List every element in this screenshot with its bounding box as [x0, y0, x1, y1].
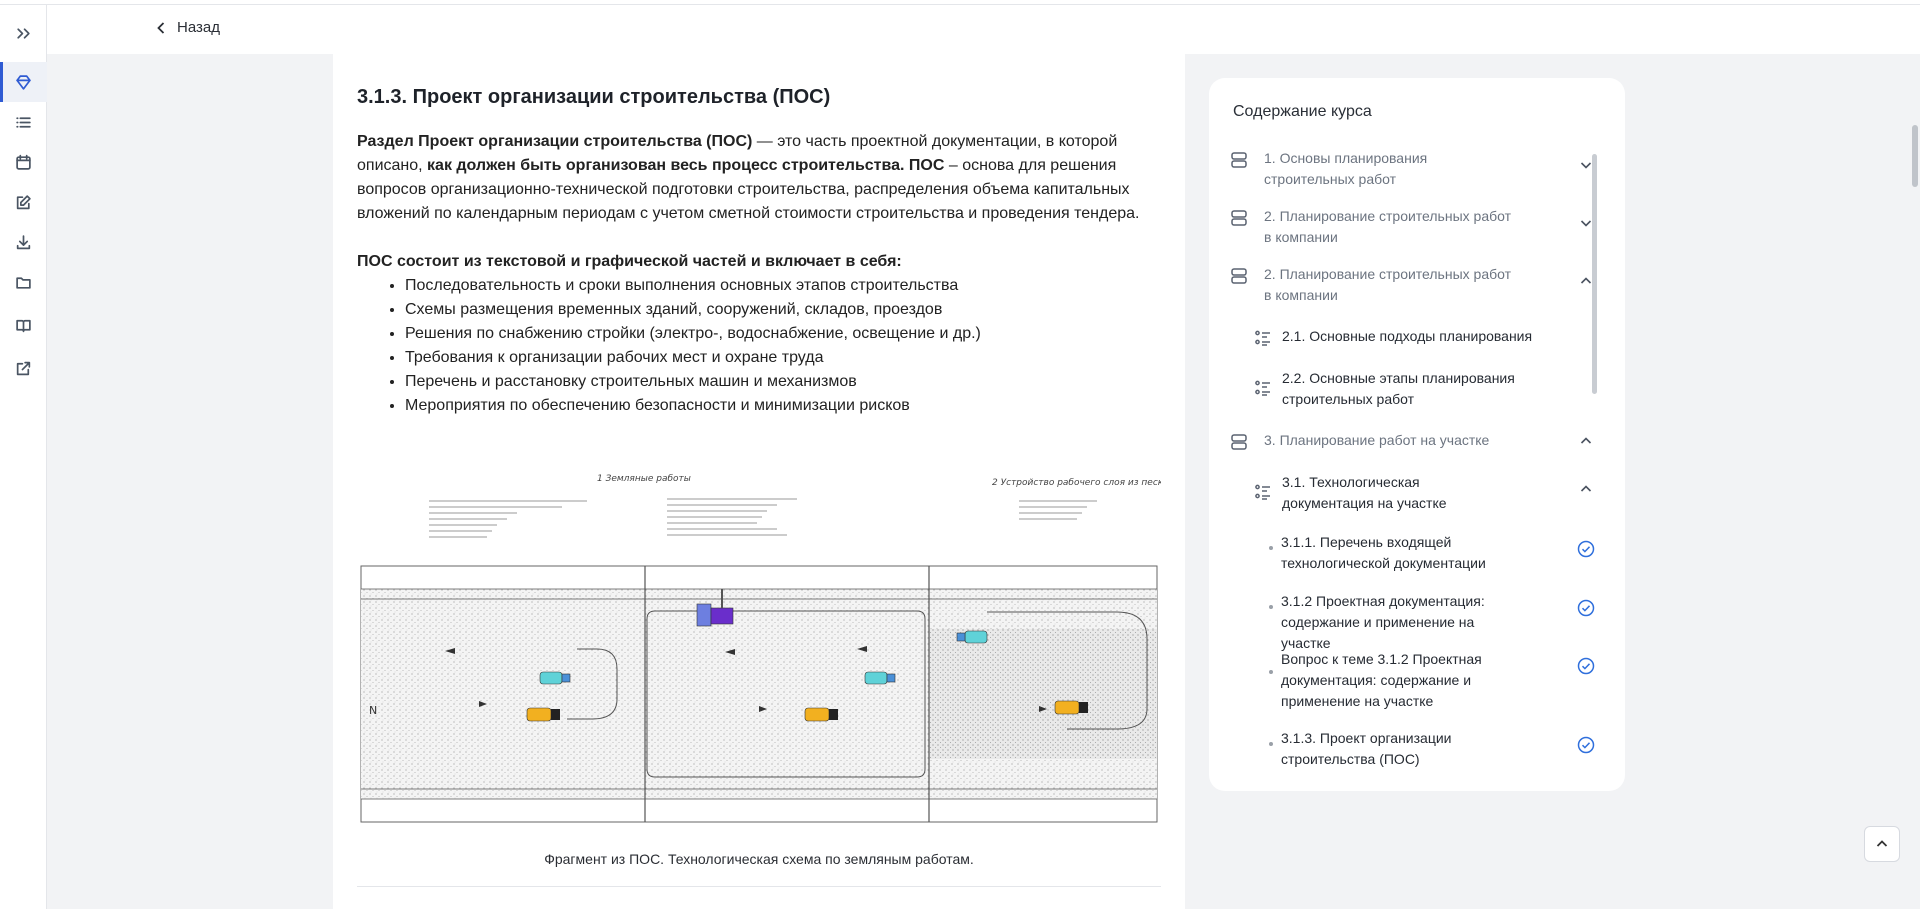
toc-submodule[interactable] [1229, 472, 1597, 514]
course-icon [15, 74, 32, 91]
list-item: • Последовательность и сроки выполнения основных этапов строительства [405, 274, 1161, 298]
dump-truck-cyan [957, 631, 987, 643]
list-item: • Схемы размещения временных зданий, сооружений, складов, проездов [405, 298, 1161, 322]
list-item: • Решения по снабжению стройки (электро-, водоснабжение, освещение и др.) [405, 322, 1161, 346]
sidebar-item-external[interactable] [0, 348, 47, 388]
figure-title-left: 1 Земляные работы [597, 474, 691, 484]
chevron-down-icon[interactable] [1579, 216, 1593, 230]
lessons-list-icon [1253, 328, 1273, 348]
intro-paragraph [357, 130, 1161, 226]
list-item: • Мероприятия по обеспечению безопасности и минимизации рисков [405, 394, 1161, 418]
toc-lesson-current[interactable] [1229, 728, 1597, 770]
toc-submodule-label: 2.2. Основные этапы планирования строительных работ [1282, 370, 1515, 407]
page-title: 3.1.3. Проект организации строительства (ПОС) [357, 86, 831, 108]
lessons-list-icon [1253, 378, 1273, 398]
intro-text-1: — это часть проектной документации, в которой описано, [357, 133, 1118, 174]
divider [357, 886, 1161, 887]
toc-lesson-label: Вопрос к теме 3.1.2 Проектная документация: содержание и применение на участке [1281, 651, 1482, 709]
lesson-bullet [1269, 742, 1273, 746]
edit-icon [15, 194, 32, 211]
left-sidebar [0, 5, 47, 909]
toc-submodule[interactable] [1229, 326, 1597, 348]
section-transport [645, 589, 929, 799]
toc-lesson[interactable] [1229, 532, 1597, 574]
top-bar [47, 5, 1920, 54]
sidebar-item-edit[interactable] [0, 182, 47, 222]
toc-module[interactable] [1229, 206, 1597, 248]
toc-lesson-label: 3.1.3. Проект организации строительства (ПОС) [1281, 730, 1452, 767]
page-scrollbar-thumb[interactable] [1912, 125, 1918, 187]
module-icon [1229, 208, 1249, 228]
back-button[interactable] [155, 19, 220, 36]
module-icon [1229, 432, 1249, 452]
chevron-left-icon [155, 21, 167, 35]
toc-module[interactable] [1229, 148, 1597, 190]
toc-module[interactable] [1229, 264, 1597, 306]
external-link-icon [15, 360, 32, 377]
sidebar-item-calendar[interactable] [0, 142, 47, 182]
course-contents-panel [1209, 78, 1625, 791]
download-icon [15, 234, 32, 251]
dump-truck-cyan [865, 672, 895, 684]
toc-scrollbar[interactable] [1592, 146, 1597, 766]
dump-truck-cyan [540, 672, 570, 684]
chevron-down-icon[interactable] [1579, 158, 1593, 172]
composition-list [405, 274, 1161, 418]
toc-module-label: 1. Основы планирования строительных работ [1264, 150, 1428, 187]
toc-lesson-label: 3.1.1. Перечень входящей технологической документации [1281, 534, 1486, 571]
book-icon [15, 317, 32, 334]
list-item: • Требования к организации рабочих мест и охране труда [405, 346, 1161, 370]
scroll-to-top-button[interactable] [1864, 826, 1900, 862]
expand-icon [15, 25, 32, 42]
toc-submodule[interactable] [1229, 368, 1597, 410]
sidebar-item-book[interactable] [0, 305, 47, 345]
list-icon [15, 114, 32, 131]
earthworks-scheme-figure [357, 469, 1161, 829]
sidebar-item-folder[interactable] [0, 262, 47, 302]
module-icon [1229, 266, 1249, 286]
toc-module[interactable] [1229, 430, 1597, 452]
folder-icon [15, 274, 32, 291]
north-label: N [369, 704, 378, 717]
sidebar-item-course[interactable] [0, 62, 47, 102]
toc-lesson[interactable] [1229, 591, 1597, 654]
lesson-bullet [1269, 670, 1273, 674]
figure-title-right: 2 Устройство рабочего слоя из песка [992, 478, 1161, 488]
composition-heading-text: ПОС состоит из текстовой и графической частей и включает в себя: [357, 253, 902, 270]
chevron-up-icon[interactable] [1579, 274, 1593, 288]
page-scrollbar[interactable] [1910, 54, 1920, 909]
toc-module-label: 2. Планирование строительных работ в компании [1264, 266, 1512, 303]
chevron-up-icon[interactable] [1579, 434, 1593, 448]
sidebar-item-list[interactable] [0, 102, 47, 142]
sand-layer-area [929, 629, 1157, 759]
lesson-bullet [1269, 546, 1273, 550]
figure-legend-lines [429, 499, 1097, 537]
toc-scrollbar-thumb[interactable] [1592, 154, 1597, 394]
lessons-list-icon [1253, 482, 1273, 502]
toc-submodule-label: 3.1. Технологическая документация на участке [1282, 474, 1447, 511]
calendar-icon [15, 154, 32, 171]
article-content [333, 54, 1185, 909]
dump-truck-orange [1055, 701, 1088, 714]
toc-submodule-label: 2.1. Основные подходы планирования [1282, 328, 1533, 344]
intro-bold-1: Раздел Проект организации строительства (ПОС) [357, 133, 753, 150]
dump-truck-orange [527, 708, 560, 721]
article-body [357, 84, 1161, 418]
dump-truck-orange [805, 708, 838, 721]
list-item: • Перечень и расстановку строительных машин и механизмов [405, 370, 1161, 394]
figure-caption: Фрагмент из ПОС. Технологическая схема по земляным работам. [544, 851, 974, 867]
toc-module-label: 3. Планирование работ на участке [1264, 432, 1490, 448]
section-excavation [361, 589, 645, 799]
back-label: Назад [177, 19, 220, 36]
lesson-bullet [1269, 605, 1273, 609]
module-icon [1229, 150, 1249, 170]
toc-module-label: 2. Планирование строительных работ в компании [1264, 208, 1512, 245]
intro-bold-2: как должен быть организован весь процесс строительства. ПОС [427, 157, 945, 174]
toc-list [1229, 148, 1597, 773]
panel-title: Содержание курса [1233, 103, 1372, 120]
intro-text-2: – основа для решения вопросов организационно-технической подготовки строительства, распределения объема капитальных вложений по календарным периодам с учетом сметной стоимости строительства и проведения тендера. [357, 157, 1140, 222]
composition-heading [357, 250, 1161, 274]
toc-lesson[interactable] [1229, 649, 1597, 712]
chevron-up-icon [1875, 837, 1889, 851]
chevron-up-icon[interactable] [1579, 482, 1593, 496]
sidebar-item-download[interactable] [0, 222, 47, 262]
expand-sidebar-button[interactable] [0, 13, 47, 53]
toc-lesson-label: 3.1.2 Проектная документация: содержание и применение на участке [1281, 593, 1485, 651]
earthworks-scheme-drawing [357, 469, 1161, 829]
